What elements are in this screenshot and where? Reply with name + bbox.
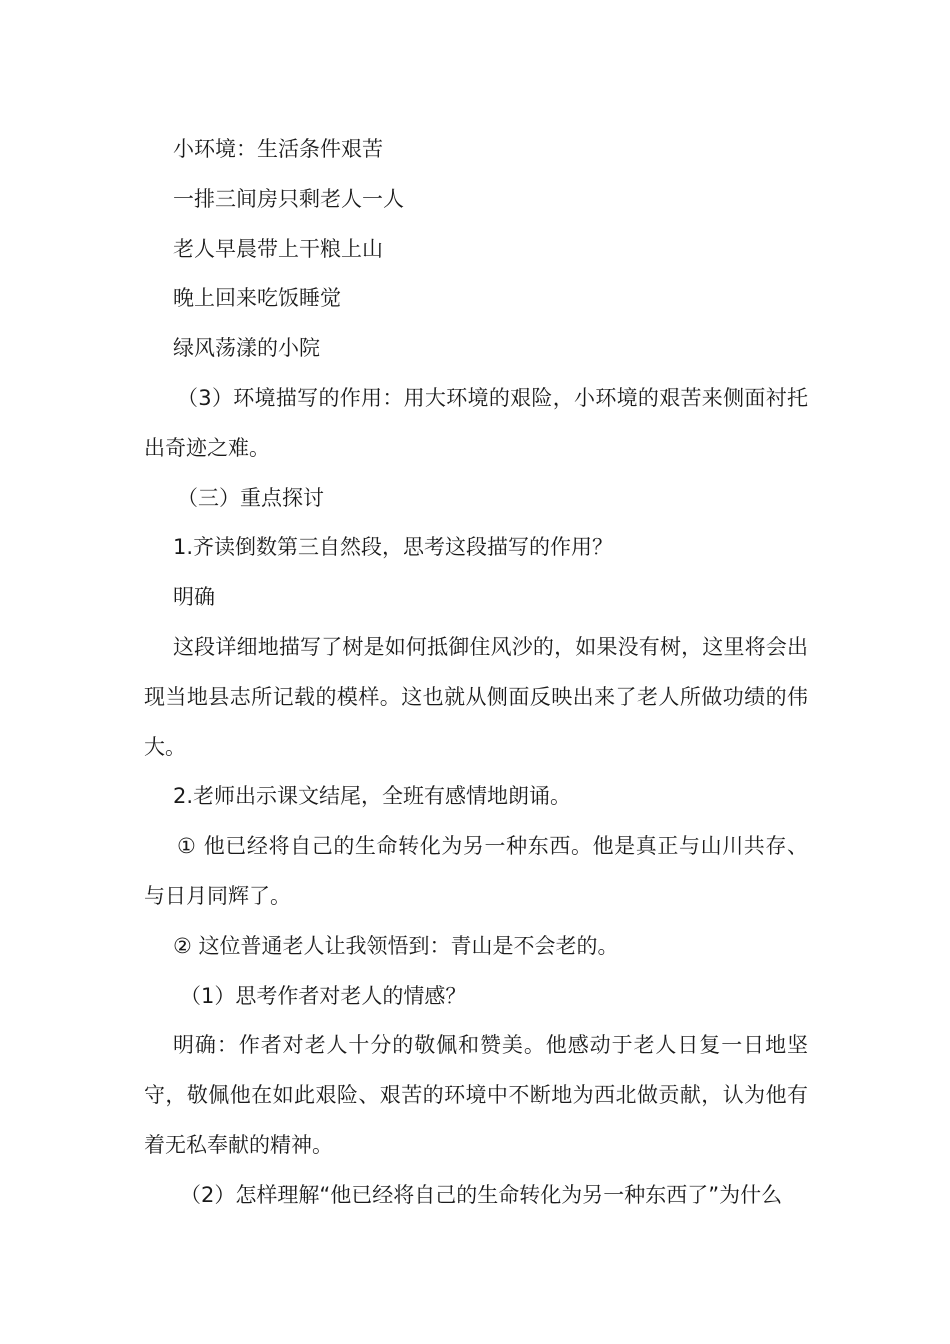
paragraph: 这段详细地描写了树是如何抵御住风沙的，如果没有树，这里将会出现当地县志所记载的模样。这也就从侧面反映出来了老人所做功绩的伟大。 (144, 634, 808, 759)
question: （2）怎样理解“他已经将自己的生命转化为另一种东西了”为什么 (180, 1182, 783, 1207)
quote-item: ① 他已经将自己的生命转化为另一种东西。他是真正与山川共存、与日月同辉了。 (144, 834, 808, 908)
paragraph: 晚上回来吃饭睡觉 (173, 286, 341, 311)
paragraph: 明确：作者对老人十分的敬佩和赞美。他感动于老人日复一日地坚守，敬佩他在如此艰险、艰苦的环境中不断地为西北做贡献，认为他有着无私奉献的精神。 (144, 1033, 808, 1157)
paragraph: （3）环境描写的作用：用大环境的艰险，小环境的艰苦来侧面衬托出奇迹之难。 (144, 385, 808, 460)
quote-item: ② 这位普通老人让我领悟到：青山是不会老的。 (173, 933, 619, 958)
section-heading: （三）重点探讨 (177, 485, 324, 510)
question: 2.老师出示课文结尾，全班有感情地朗诵。 (173, 784, 572, 809)
paragraph: 绿风荡漾的小院 (173, 336, 320, 361)
paragraph: 小环境：生活条件艰苦 (173, 137, 383, 161)
paragraph: 明确 (173, 585, 215, 610)
paragraph: 一排三间房只剩老人一人 (173, 186, 404, 211)
question: 1.齐读倒数第三自然段，思考这段描写的作用？ (173, 535, 614, 560)
document-body (144, 125, 808, 1221)
question: （1）思考作者对老人的情感？ (180, 983, 467, 1008)
paragraph: 老人早晨带上干粮上山 (173, 236, 383, 261)
